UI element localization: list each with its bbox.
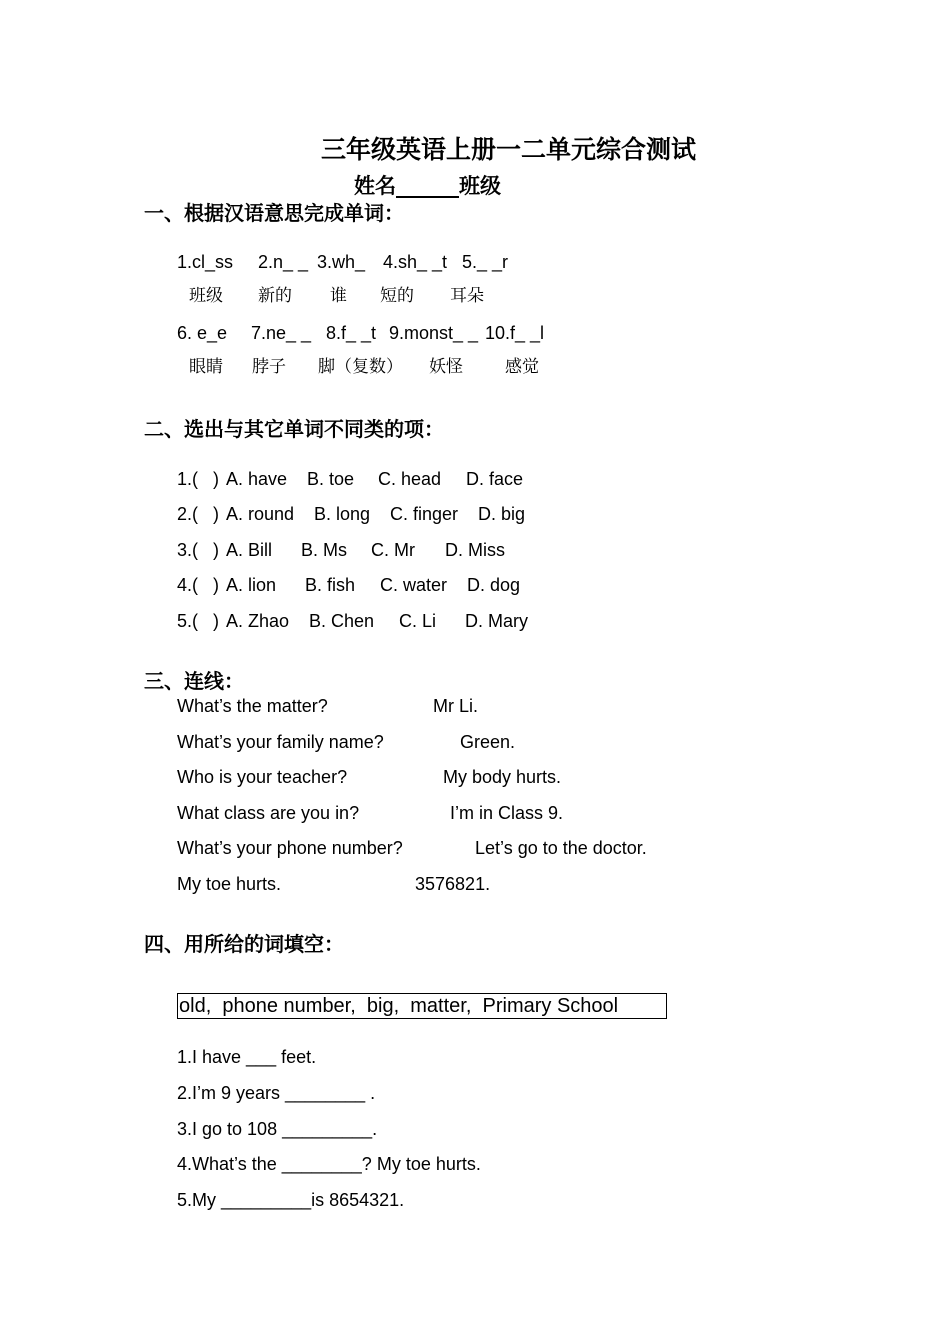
s3-answer-1: Mr Li. (433, 696, 478, 716)
s2-item-5-b: B. Chen (309, 611, 375, 631)
s4-sentence-4: 4.What’s the ________? My toe hurts. (177, 1154, 481, 1174)
s1-word-5: 5._ _r (462, 252, 509, 272)
s2-item-5-d: D. Mary (465, 611, 528, 631)
s2-item-3-num: 3.( ) (177, 540, 220, 560)
s2-item-2-c: C. finger (390, 504, 459, 524)
s2-item-4-b: B. fish (305, 575, 356, 595)
s1-word-3: 3.wh_ (317, 252, 366, 272)
s2-item-4-num: 4.( ) (177, 575, 220, 595)
word-bank-box (177, 993, 667, 1019)
s3-question-6: My toe hurts. (177, 874, 282, 894)
s2-item-1-c: C. head (378, 469, 442, 489)
s1-meaning-8: 脚（复数） (318, 357, 403, 377)
s4-sentence-5: 5.My _________is 8654321. (177, 1190, 405, 1210)
section4-heading: 四、用所给的词填空： (144, 932, 344, 956)
s1-meaning-7: 脖子 (252, 357, 286, 377)
s4-sentence-2: 2.I’m 9 years ________ . (177, 1083, 376, 1103)
s4-sentence-3: 3.I go to 108 _________. (177, 1119, 378, 1139)
s1-word-6: 6. e_e (177, 323, 228, 343)
s1-meaning-3: 谁 (330, 286, 347, 306)
s3-answer-2: Green. (460, 732, 516, 752)
s2-item-3-c: C. Mr (371, 540, 415, 560)
s2-item-1-b: B. toe (307, 469, 355, 489)
s2-item-2-d: D. big (478, 504, 526, 524)
s2-item-1-a: A. have (226, 469, 288, 489)
s1-meaning-5: 耳朵 (450, 286, 484, 306)
s3-question-3: Who is your teacher? (177, 767, 348, 787)
section3-heading: 三、连线： (144, 669, 244, 693)
section2-heading: 二、选出与其它单词不同类的项： (144, 417, 444, 441)
s2-item-4-d: D. dog (467, 575, 521, 595)
s1-word-8: 8.f_ _t (326, 323, 377, 343)
s1-word-2: 2.n_ _ (258, 252, 309, 272)
s2-item-2-b: B. long (314, 504, 371, 524)
s1-meaning-10: 感觉 (505, 357, 539, 377)
s3-question-4: What class are you in? (177, 803, 360, 823)
s3-answer-6: 3576821. (415, 874, 491, 894)
s2-item-3-a: A. Bill (226, 540, 273, 560)
s1-meaning-9: 妖怪 (429, 357, 463, 377)
s1-word-10: 10.f_ _l (485, 323, 545, 343)
word-bank-text: old, phone number, big, matter, Primary School (179, 995, 619, 1017)
s3-question-2: What’s your family name? (177, 732, 384, 752)
s1-word-7: 7.ne_ _ (251, 323, 312, 343)
s1-meaning-4: 短的 (380, 286, 414, 306)
s3-answer-4: I’m in Class 9. (450, 803, 564, 823)
s3-answer-5: Let’s go to the doctor. (475, 838, 647, 858)
s1-meaning-6: 眼睛 (189, 357, 223, 377)
s1-meaning-1: 班级 (189, 286, 223, 306)
s2-item-5-num: 5.( ) (177, 611, 220, 631)
s4-sentence-1: 1.I have ___ feet. (177, 1047, 317, 1067)
s2-item-2-num: 2.( ) (177, 504, 220, 524)
s2-item-3-d: D. Miss (445, 540, 505, 560)
s2-item-5-c: C. Li (399, 611, 437, 631)
s2-item-5-a: A. Zhao (226, 611, 290, 631)
s2-item-4-c: C. water (380, 575, 448, 595)
page-title: 三年级英语上册一二单元综合测试 (321, 135, 697, 164)
name-class-line: 姓名______班级 (354, 174, 501, 198)
s3-question-1: What’s the matter? (177, 696, 328, 716)
s2-item-4-a: A. lion (226, 575, 277, 595)
s1-word-4: 4.sh_ _t (383, 252, 448, 272)
s3-answer-3: My body hurts. (443, 767, 562, 787)
s2-item-1-d: D. face (466, 469, 524, 489)
s1-word-9: 9.monst_ _ (389, 323, 479, 343)
s1-word-1: 1.cl_ss (177, 252, 234, 272)
section1-heading: 一、根据汉语意思完成单词： (144, 201, 404, 225)
s1-meaning-2: 新的 (258, 286, 292, 306)
s2-item-3-b: B. Ms (301, 540, 348, 560)
s2-item-2-a: A. round (226, 504, 295, 524)
s3-question-5: What’s your phone number? (177, 838, 403, 858)
s2-item-1-num: 1.( ) (177, 469, 220, 489)
